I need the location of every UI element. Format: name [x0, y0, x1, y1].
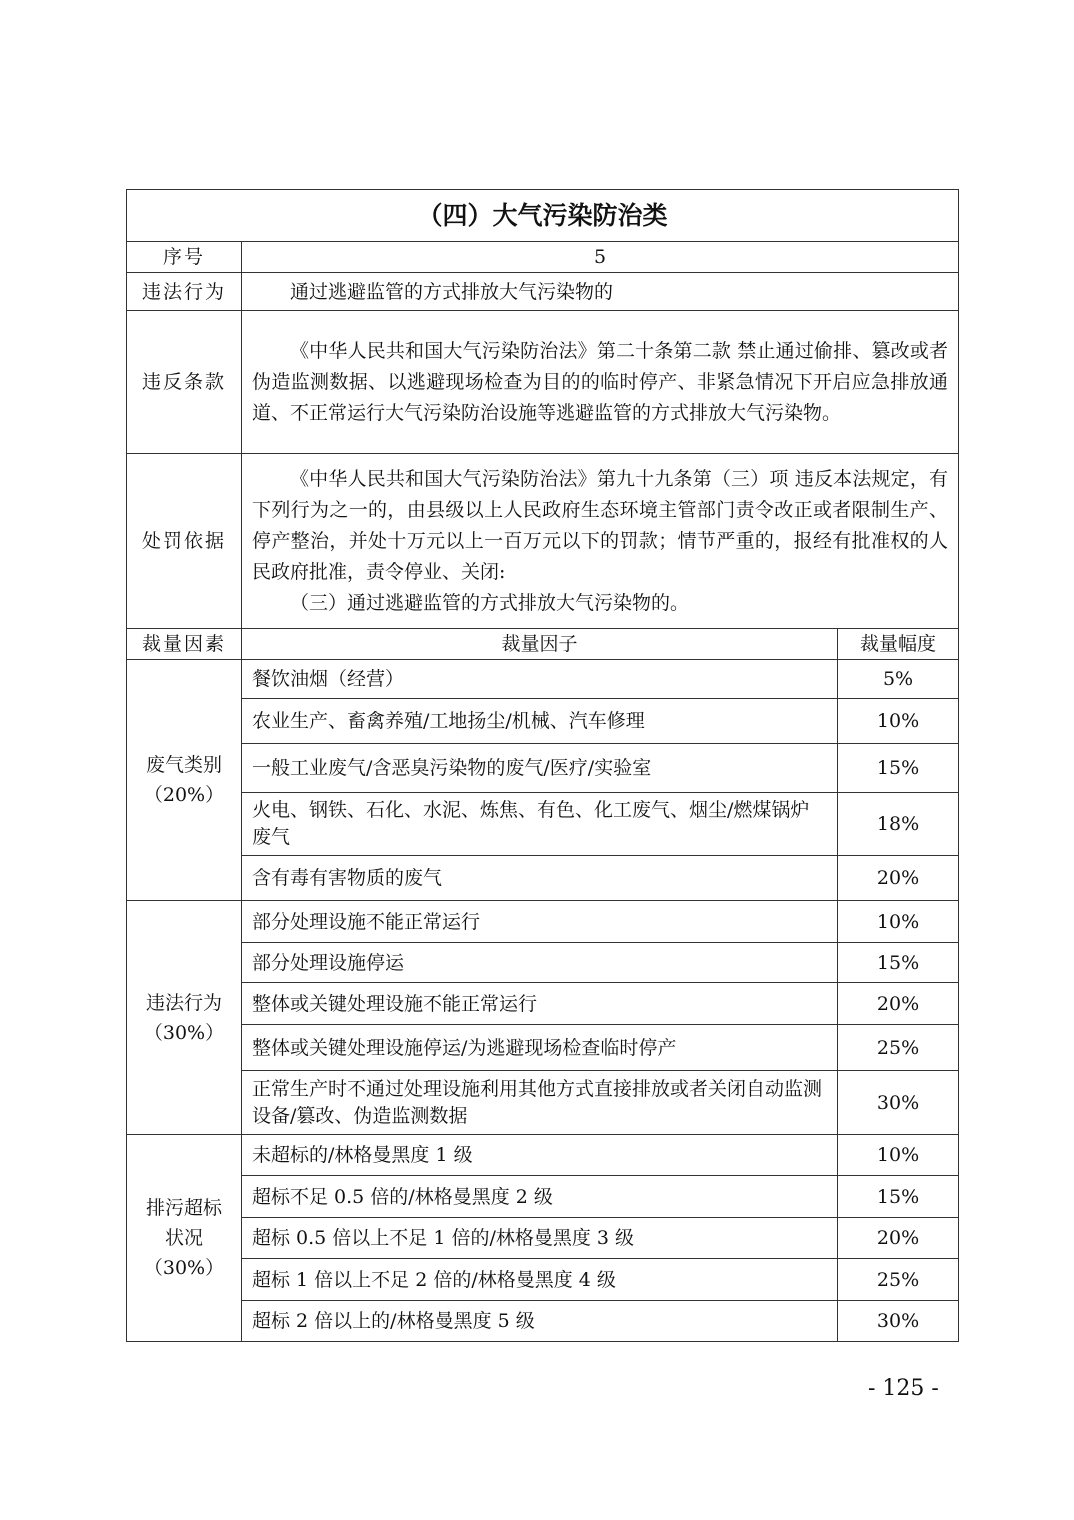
table-title: （四）大气污染防治类: [127, 190, 959, 242]
factor-pct: 25%: [838, 1259, 959, 1301]
factor-item: 超标不足 0.5 倍的/林格曼黑度 2 级: [242, 1176, 838, 1218]
table-row: [127, 1135, 959, 1176]
factor-pct: 25%: [838, 1025, 959, 1071]
group-name-line1: 排污超标: [145, 1197, 222, 1219]
factor-item: 含有毒有害物质的废气: [242, 856, 838, 901]
table-row: [127, 983, 959, 1025]
table-row: [127, 660, 959, 699]
table-row: [127, 1025, 959, 1071]
factor-item: 整体或关键处理设施不能正常运行: [242, 983, 838, 1025]
factor-item: 部分处理设施不能正常运行: [242, 901, 838, 943]
group-name: 废气类别: [145, 754, 222, 776]
group-weight: （20%）: [143, 784, 225, 806]
serial-label: 序号: [127, 242, 242, 273]
factor-item: 一般工业废气/含恶臭污染物的废气/医疗/实验室: [242, 744, 838, 793]
factor-item: 火电、钢铁、石化、水泥、炼焦、有色、化工废气、烟尘/燃煤锅炉废气: [242, 793, 838, 856]
factor-pct: 15%: [838, 1176, 959, 1218]
factor-pct: 10%: [838, 699, 959, 744]
factor-pct: 15%: [838, 744, 959, 793]
penalty-table: [126, 189, 959, 1342]
factor-pct: 18%: [838, 793, 959, 856]
clause-label: 违反条款: [127, 311, 242, 454]
table-row: [127, 943, 959, 983]
group-gas-type: [127, 660, 242, 901]
factor-pct: 20%: [838, 983, 959, 1025]
group-violation: [127, 901, 242, 1135]
header-factor: 裁量因素: [127, 629, 242, 660]
factor-item: 部分处理设施停运: [242, 943, 838, 983]
table-row: [127, 793, 959, 856]
basis-text: 《中华人民共和国大气污染防治法》第九十九条第（三）项 违反本法规定，有下列行为之一的，由县级以上人民政府生态环境主管部门责令改正或者限制生产、停产整治，并处十万元以上一百万元以下的罚款；情节严重的，报经有批准权的人民政府批准，责令停业、关闭:: [252, 467, 949, 583]
table-row: [127, 901, 959, 943]
table-row: [127, 1218, 959, 1259]
table-row: [127, 1176, 959, 1218]
table-row: [127, 699, 959, 744]
table-row: [127, 1071, 959, 1135]
factor-item: 超标 0.5 倍以上不足 1 倍的/林格曼黑度 3 级: [242, 1218, 838, 1259]
act-label: 违法行为: [127, 273, 242, 311]
group-weight: （30%）: [143, 1021, 225, 1044]
factor-item: 超标 2 倍以上的/林格曼黑度 5 级: [242, 1301, 838, 1342]
header-range: 裁量幅度: [838, 629, 959, 660]
factor-pct: 15%: [838, 943, 959, 983]
basis-cell: [242, 454, 959, 629]
factor-pct: 5%: [838, 660, 959, 699]
table-row: [127, 1259, 959, 1301]
factor-pct: 10%: [838, 901, 959, 943]
factor-item: 超标 1 倍以上不足 2 倍的/林格曼黑度 4 级: [242, 1259, 838, 1301]
group-weight: （30%）: [143, 1257, 225, 1279]
factor-pct: 20%: [838, 856, 959, 901]
factor-item: 整体或关键处理设施停运/为逃避现场检查临时停产: [242, 1025, 838, 1071]
table-row: [127, 856, 959, 901]
factor-pct: 20%: [838, 1218, 959, 1259]
group-name-line2: 状况: [164, 1227, 203, 1249]
group-exceedance: [127, 1135, 242, 1342]
factor-pct: 10%: [838, 1135, 959, 1176]
factor-item: 餐饮油烟（经营）: [242, 660, 838, 699]
group-name: 违法行为: [145, 991, 222, 1014]
page-number: - 125 -: [868, 1376, 939, 1401]
act-value-cell: [242, 273, 959, 311]
table-row: [127, 744, 959, 793]
factor-item: 正常生产时不通过处理设施利用其他方式直接排放或者关闭自动监测设备/篡改、伪造监测数据: [242, 1071, 838, 1135]
factor-pct: 30%: [838, 1301, 959, 1342]
factor-pct: 30%: [838, 1071, 959, 1135]
serial-value: 5: [242, 242, 959, 273]
act-value: 通过逃避监管的方式排放大气污染物的: [290, 280, 614, 303]
factor-item: 未超标的/林格曼黑度 1 级: [242, 1135, 838, 1176]
basis-label: 处罚依据: [127, 454, 242, 629]
clause-text: 《中华人民共和国大气污染防治法》第二十条第二款 禁止通过偷排、篡改或者伪造监测数据、以逃避现场检查为目的的临时停产、非紧急情况下开启应急排放通道、不正常运行大气污染防治设施等逃避监管的方式排放大气污染物。: [252, 339, 949, 424]
basis-item-3: （三）通过逃避监管的方式排放大气污染物的。: [290, 591, 690, 614]
factor-item: 农业生产、畜禽养殖/工地扬尘/机械、汽车修理: [242, 699, 838, 744]
clause-cell: [242, 311, 959, 454]
header-item: 裁量因子: [242, 629, 838, 660]
table-row: [127, 1301, 959, 1342]
